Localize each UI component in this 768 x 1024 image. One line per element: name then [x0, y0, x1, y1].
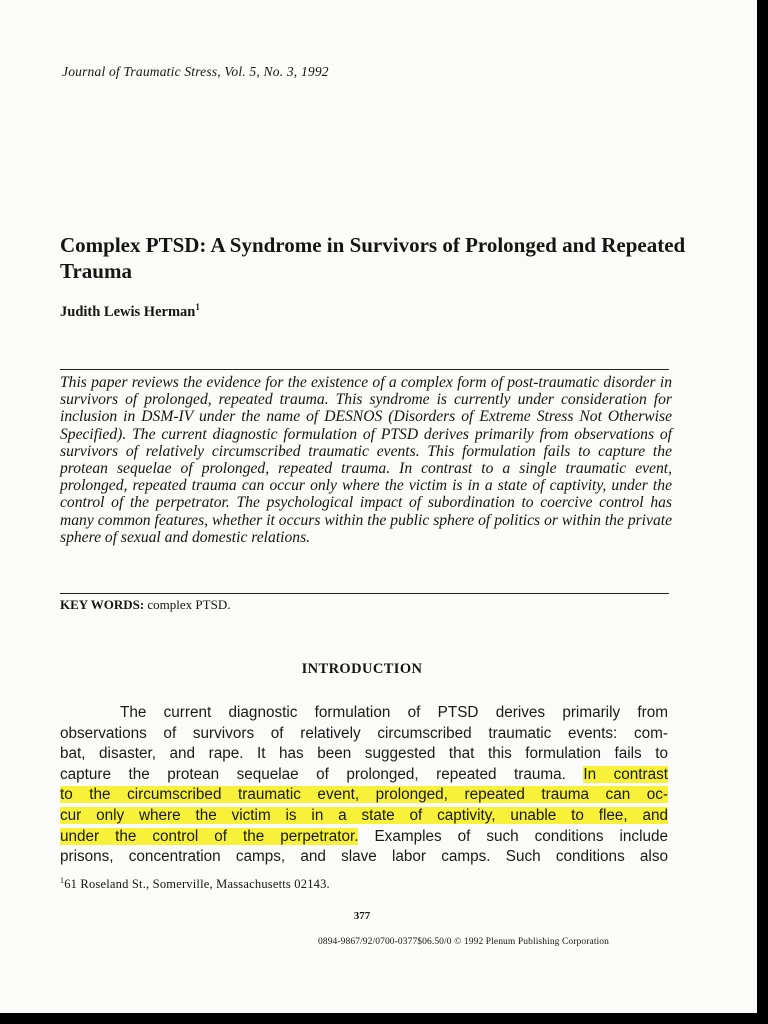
keywords	[60, 597, 230, 613]
keywords-label: KEY WORDS:	[60, 597, 145, 612]
author-footnote-mark: 1	[195, 302, 200, 312]
body-line: observations of survivors of relatively circumscribed traumatic events: com-	[60, 724, 668, 742]
body-line	[60, 765, 668, 786]
abstract-text: This paper reviews the evidence for the existence of a complex form of post-traumatic disorder in survivors of prolonged, repeated trauma. This syndrome is currently under consideration for inclusion in DSM-IV under the name of DESNOS (Disorders of Extreme Stress Not Otherwise Specified). The current diagnostic formulation of PTSD derives primarily from observations of survivors of relatively circumscribed traumatic events. This formulation fails to capture the protean sequelae of prolonged, repeated trauma. In contrast to a single traumatic event, prolonged, repeated trauma can occur only where the victim is in a state of captivity, under the control of the perpetrator. The psychological impact of subordination to coercive control has many common features, whether it occurs within the public sphere of politics or within the private sphere of sexual and domestic relations.	[60, 374, 672, 546]
copyright-line: 0894-9867/92/0700-0377$06.50/0 © 1992 Plenum Publishing Corporation	[318, 937, 609, 947]
page-number: 377	[353, 910, 371, 922]
author-line	[60, 302, 200, 321]
section-heading-introduction: INTRODUCTION	[301, 661, 423, 677]
body-line	[60, 827, 668, 848]
journal-citation: Journal of Traumatic Stress, Vol. 5, No. 3, 1992	[62, 64, 329, 79]
body-line: bat, disaster, and rape. It has been suggested that this formulation fails to	[60, 745, 668, 763]
body-text: Examples of such conditions include	[358, 827, 668, 845]
footnote-mark: 1	[60, 876, 65, 885]
abstract-bottom-rule	[60, 593, 669, 594]
footnote	[60, 876, 330, 892]
highlighted-text: to the circumscribed traumatic event, prolonged, repeated trauma can oc-	[60, 786, 668, 804]
footnote-text: 61 Roseland St., Somerville, Massachusetts 02143.	[64, 877, 330, 892]
body-line: The current diagnostic formulation of PTSD derives primarily from	[120, 704, 668, 721]
article-title: Complex PTSD: A Syndrome in Survivors of Prolonged and Repeated Trauma	[60, 233, 686, 283]
introduction-body	[60, 703, 668, 868]
body-text: capture the protean sequelae of prolonged, repeated trauma.	[60, 765, 584, 783]
highlighted-text: In contrast	[583, 765, 669, 783]
body-line	[60, 785, 668, 806]
body-line: prisons, concentration camps, and slave labor camps. Such conditions also	[60, 848, 668, 866]
highlighted-text: cur only where the victim is in a state of captivity, unable to flee, and	[60, 806, 668, 824]
highlighted-text: under the control of the perpetrator.	[60, 827, 359, 845]
author-name: Judith Lewis Herman	[60, 303, 196, 320]
body-line	[60, 806, 668, 827]
abstract-top-rule	[60, 369, 669, 370]
keywords-value: complex PTSD.	[147, 597, 231, 612]
